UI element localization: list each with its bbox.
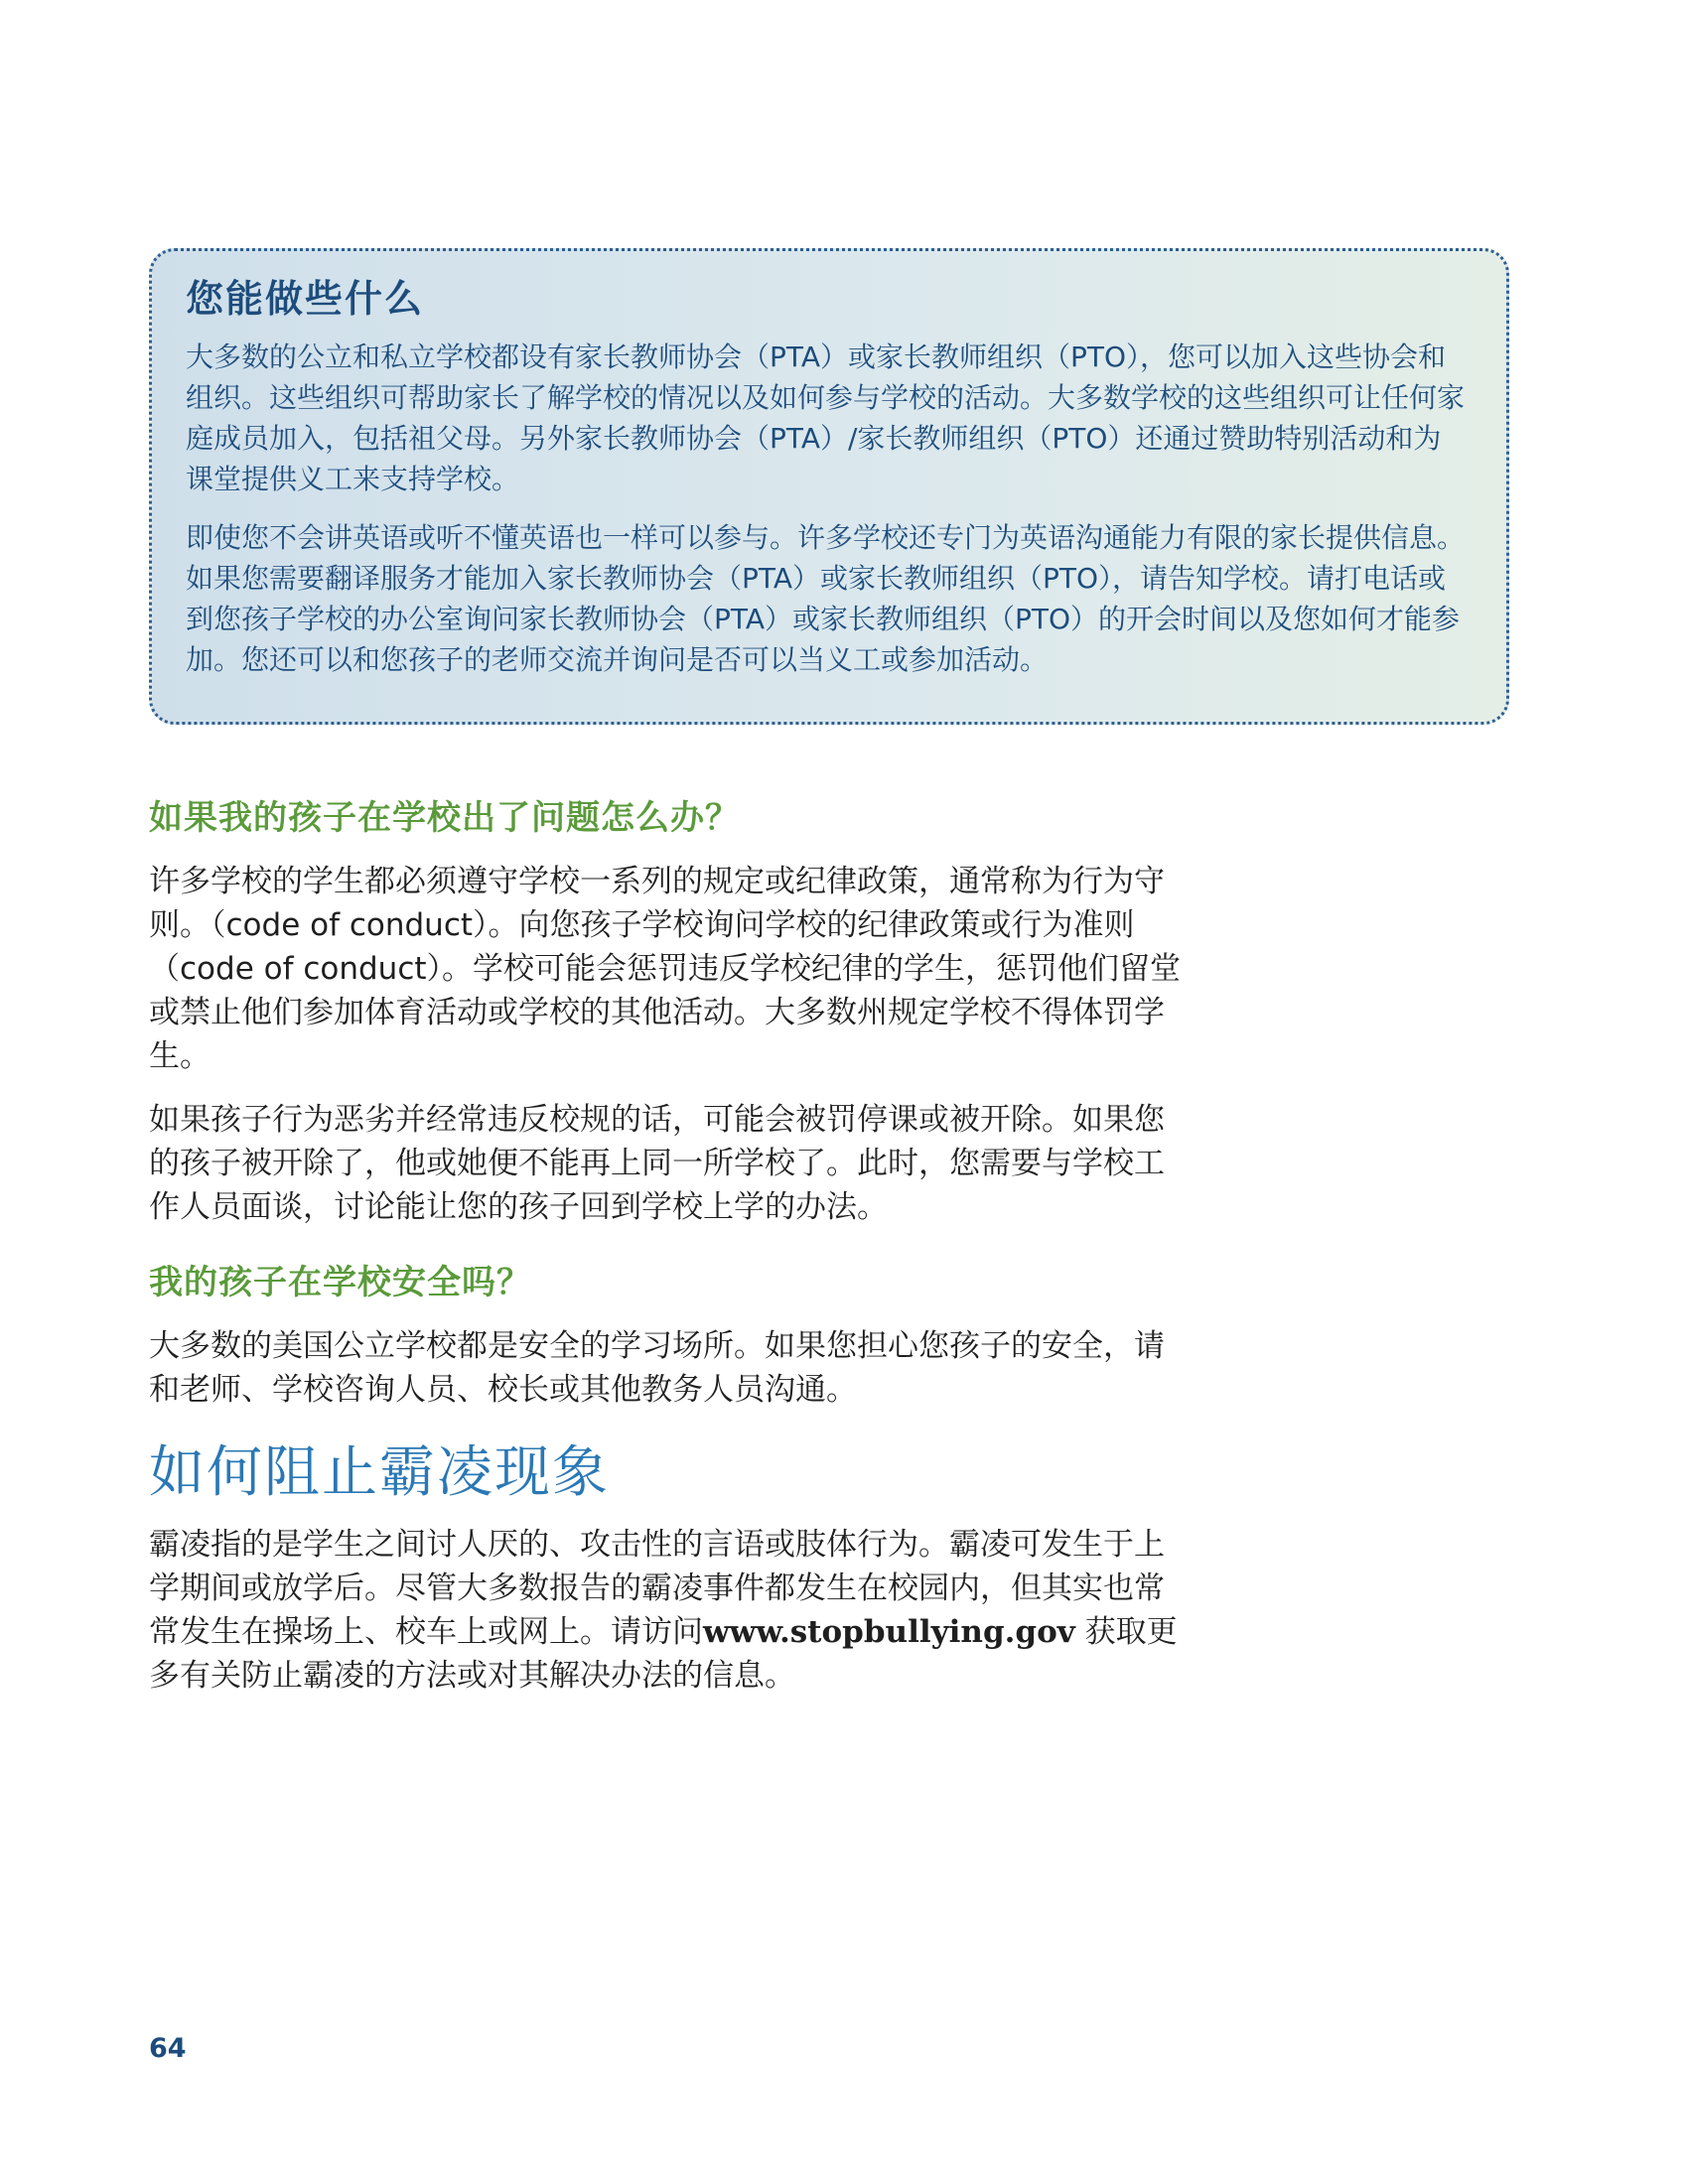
callout-paragraph-1: 大多数的公立和私立学校都设有家长教师协会（PTA）或家长教师组织（PTO），您可以加入这些协会和组织。这些组织可帮助家长了解学校的情况以及如何参与学校的活动。大多数学校的这些组织可让任何家庭成员加入，包括祖父母。另外家长教师协会（PTA）/家长教师组织（PTO）还通过赞助特别活动和为课堂提供义工来支持学校。 xyxy=(186,341,1466,495)
main-content xyxy=(149,794,1182,1717)
stopbullying-link[interactable]: www.stopbullying.gov xyxy=(703,1614,1075,1650)
bullying-text-end: 获取更多有关防止霸凌的方法或对其解决办法的信息。 xyxy=(149,1614,1178,1694)
school-problems-paragraph-1: 许多学校的学生都必须遵守学校一系列的规定或纪律政策，通常称为行为守则。（code of conduct）。向您孩子学校询问学校的纪律政策或行为准则（code of conduct）。学校可能会惩罚违反学校纪律的学生，惩罚他们留堂或禁止他们参加体育活动或学校的其他活动。大多数州规定学校不得体罚学生。 xyxy=(149,864,1182,1074)
section-heading-school-safety: 我的孩子在学校安全吗？ xyxy=(149,1263,531,1302)
section-heading-bullying: 如何阻止霸凌现象 xyxy=(149,1440,610,1505)
school-problems-paragraph-2: 如果孩子行为恶劣并经常违反校规的话，可能会被罚停课或被开除。如果您的孩子被开除了，他或她便不能再上同一所学校了。此时，您需要与学校工作人员面谈，讨论能让您的孩子回到学校上学的办法。 xyxy=(149,1102,1165,1225)
bullying-text-start: 霸凌指的是学生之间讨人厌的、攻击性的言语或肢体行为。霸凌可发生于上学期间或放学后。尽管大多数报告的霸凌事件都发生在校园内，但其实也常常发生在操场上、校车上或网上。请访问 xyxy=(149,1527,1165,1650)
callout-title: 您能做些什么 xyxy=(186,277,425,321)
page-number: 64 xyxy=(149,2033,187,2064)
section-heading-school-problems: 如果我的孩子在学校出了问题怎么办？ xyxy=(149,798,740,838)
school-safety-paragraph: 大多数的美国公立学校都是安全的学习场所。如果您担心您孩子的安全，请和老师、学校咨询人员、校长或其他教务人员沟通。 xyxy=(149,1328,1165,1408)
bullying-paragraph xyxy=(149,1523,1182,1698)
callout-paragraph-2: 即使您不会讲英语或听不懂英语也一样可以参与。许多学校还专门为英语沟通能力有限的家长提供信息。如果您需要翻译服务才能加入家长教师协会（PTA）或家长教师组织（PTO），请告知学校。请打电话或到您孩子学校的办公室询问家长教师协会（PTA）或家长教师组织（PTO）的开会时间以及您如何才能参加。您还可以和您孩子的老师交流并询问是否可以当义工或参加活动。 xyxy=(186,521,1466,676)
info-callout-box xyxy=(149,248,1509,725)
